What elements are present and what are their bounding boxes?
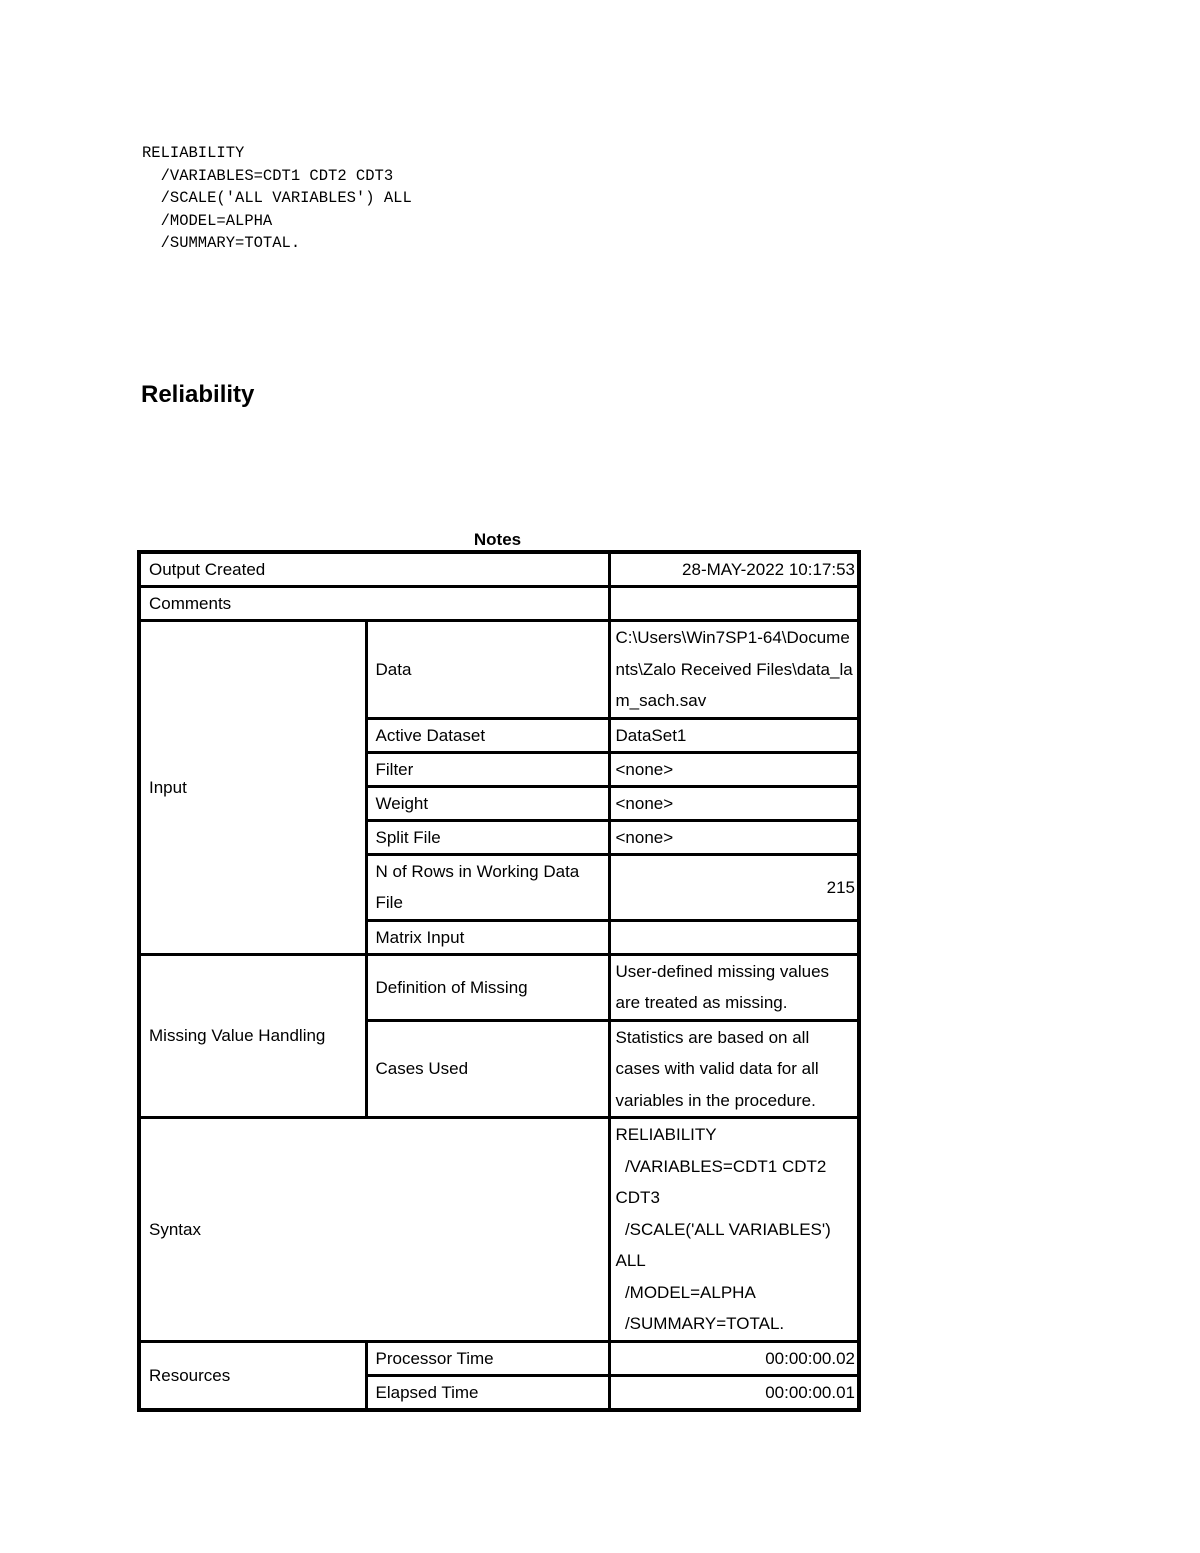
value-data: C:\Users\Win7SP1-64\Documents\Zalo Received Files\data_lam_sach.sav xyxy=(609,621,859,719)
value-comments xyxy=(609,587,859,621)
row-label-data: Data xyxy=(366,621,609,719)
row-label-definition-of-missing: Definition of Missing xyxy=(366,954,609,1020)
row-label-weight: Weight xyxy=(366,786,609,820)
syntax-line: /VARIABLES=CDT1 CDT2 CDT3 xyxy=(142,166,394,185)
row-label-elapsed-time: Elapsed Time xyxy=(366,1375,609,1410)
row-label-comments: Comments xyxy=(139,587,609,621)
table-row xyxy=(139,587,859,621)
row-label-processor-time: Processor Time xyxy=(366,1341,609,1375)
group-label-resources: Resources xyxy=(139,1341,366,1410)
syntax-line: /MODEL=ALPHA xyxy=(142,211,273,230)
table-row xyxy=(139,621,859,719)
value-filter: <none> xyxy=(609,752,859,786)
syntax-code-block xyxy=(142,142,412,255)
value-weight: <none> xyxy=(609,786,859,820)
notes-table xyxy=(137,550,861,1412)
value-n-rows: 215 xyxy=(609,854,859,920)
value-output-created: 28-MAY-2022 10:17:53 xyxy=(609,552,859,587)
value-cases-used: Statistics are based on all cases with valid data for all variables in the procedure. xyxy=(609,1020,859,1118)
value-processor-time: 00:00:00.02 xyxy=(609,1341,859,1375)
row-label-active-dataset: Active Dataset xyxy=(366,718,609,752)
table-row xyxy=(139,1341,859,1375)
table-row xyxy=(139,552,859,587)
syntax-line: RELIABILITY xyxy=(142,144,245,162)
row-label-split-file: Split File xyxy=(366,820,609,854)
section-title: Reliability xyxy=(141,381,255,408)
syntax-line: /SCALE('ALL VARIABLES') ALL xyxy=(142,189,412,208)
value-elapsed-time: 00:00:00.01 xyxy=(609,1375,859,1410)
syntax-line: /SUMMARY=TOTAL. xyxy=(142,234,301,253)
row-label-syntax: Syntax xyxy=(139,1118,609,1342)
row-label-filter: Filter xyxy=(366,752,609,786)
value-definition-of-missing: User-defined missing values are treated as missing. xyxy=(609,954,859,1020)
row-label-output-created: Output Created xyxy=(139,552,609,587)
notes-table-caption: Notes xyxy=(473,530,522,549)
group-label-input: Input xyxy=(139,621,366,955)
value-active-dataset: DataSet1 xyxy=(609,718,859,752)
value-matrix-input xyxy=(609,920,859,954)
value-syntax: RELIABILITY /VARIABLES=CDT1 CDT2 CDT3 /SCALE('ALL VARIABLES') ALL /MODEL=ALPHA /SUMMARY=TOTAL. xyxy=(609,1118,859,1342)
row-label-cases-used: Cases Used xyxy=(366,1020,609,1118)
value-split-file: <none> xyxy=(609,820,859,854)
table-row xyxy=(139,1118,859,1342)
group-label-missing-value-handling: Missing Value Handling xyxy=(139,954,366,1118)
table-row xyxy=(139,954,859,1020)
row-label-matrix-input: Matrix Input xyxy=(366,920,609,954)
row-label-n-rows: N of Rows in Working Data File xyxy=(366,854,609,920)
